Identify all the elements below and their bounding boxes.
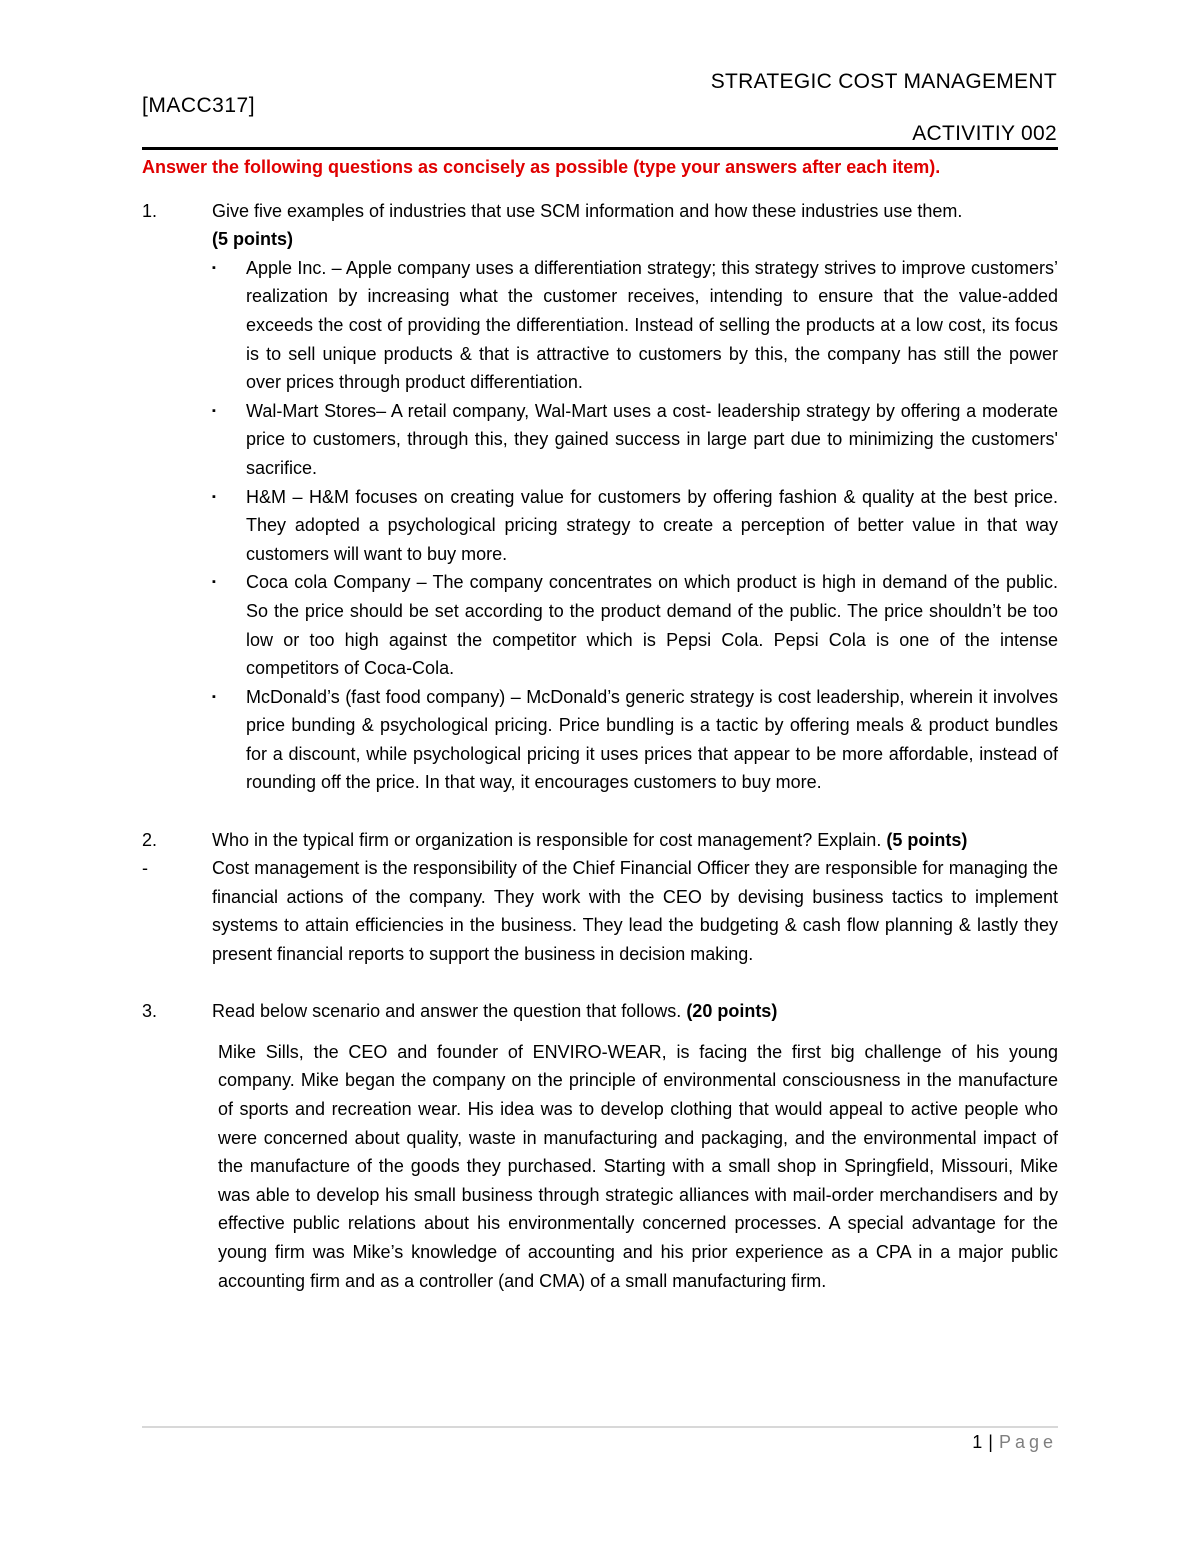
document-title: STRATEGIC COST MANAGEMENT (710, 70, 1057, 93)
footer-separator: | (988, 1432, 993, 1452)
question-text (212, 197, 1058, 254)
bullet-icon: ▪ (212, 576, 216, 589)
page-content (142, 153, 1058, 1295)
instruction-text: Answer the following questions as concisely as possible (type your answers after each item). (142, 157, 941, 177)
question-number: 2. (142, 829, 158, 850)
question-2-answer (142, 854, 1058, 968)
page-footer (972, 1432, 1057, 1453)
list-item (212, 683, 1058, 797)
page-number: 1 (972, 1432, 983, 1452)
answer-text: Cost management is the responsibility of the Chief Financial Officer they are responsible for managing the financial actions of the company. They work with the CEO by devising business tactics to implement systems to attain efficiencies in the business. They lead the budgeting & cash flow planning & lastly they present financial reports to support the business in decision making. (212, 858, 1058, 965)
bullet-icon: ▪ (212, 261, 216, 274)
question-2 (142, 826, 1058, 855)
list-item (212, 483, 1058, 569)
list-item (212, 397, 1058, 483)
question-2-text: Who in the typical firm or organization is responsible for cost management? Explain. (212, 829, 882, 850)
question-3-points: (20 points) (686, 1001, 778, 1022)
bullet-icon: ▪ (212, 404, 216, 417)
question-3-text: Read below scenario and answer the question that follows. (212, 1001, 682, 1022)
question-1-points: (5 points) (212, 229, 293, 250)
answer-hm: H&M – H&M focuses on creating value for customers by offering fashion & quality at the best price. They adopted a psychological pricing strategy to create a perception of better value in that way customers will want to buy more. (246, 486, 1058, 564)
question-number: 1. (142, 200, 158, 221)
scenario-paragraph: Mike Sills, the CEO and founder of ENVIRO-WEAR, is facing the first big challenge of his young company. Mike began the company on the principle of environmental consciousness in the manufacture of sports and recreation wear. His idea was to develop clothing that would appeal to active people who were concerned about quality, waste in manufacturing and packaging, and the environmental impact of the manufacture of the goods they purchased. Starting with a small shop in Springfield, Missouri, Mike was able to develop his small business through strategic alliances with mail-order merchandisers and by effective public relations about his environmentally concerned processes. A special advantage for the young firm was Mike’s knowledge of accounting and his prior experience as a CPA in a major public accounting firm and as a controller (and CMA) of a small manufacturing firm. (218, 1041, 1058, 1291)
page-label: Page (998, 1432, 1057, 1452)
bullet-icon: ▪ (212, 690, 216, 703)
activity-label: ACTIVITIY 002 (912, 122, 1057, 145)
course-code: [MACC317] (142, 94, 256, 117)
bullet-icon: ▪ (212, 490, 216, 503)
question-3 (142, 997, 1058, 1026)
question-1 (142, 197, 1058, 254)
question-1-text: Give five examples of industries that use SCM information and how these industries use them. (212, 200, 963, 221)
answer-mcdonalds: McDonald’s (fast food company) – McDonald’s generic strategy is cost leadership, wherein it involves price bunding & psychological pricing. Price bundling is a tactic by offering meals & product bundles for a discount, while psychological pricing it uses prices that appear to be more affordable, instead of rounding off the price. In that way, it encourages customers to buy more. (246, 686, 1058, 793)
list-item (212, 254, 1058, 397)
answer-apple: Apple Inc. – Apple company uses a differentiation strategy; this strategy strives to improve customers’ realization by increasing what the customer receives, intending to ensure that the value-added exceeds the cost of providing the differentiation. Instead of selling the products at a low cost, its focus is to sell unique products & that is attractive to customers by this, the company has still the power over prices through product differentiation. (246, 257, 1058, 393)
answer-coca-cola: Coca cola Company – The company concentrates on which product is high in demand of the public. So the price should be set according to the product demand of the public. The price shouldn’t be too low or too high against the competitor which is Pepsi Cola. Pepsi Cola is one of the intense competitors of Coca-Cola. (246, 572, 1058, 679)
list-item (212, 568, 1058, 682)
dash-marker: - (142, 858, 148, 879)
question-number: 3. (142, 1001, 158, 1022)
footer-rule (142, 1426, 1058, 1428)
header-rule (142, 147, 1058, 150)
question-2-points: (5 points) (886, 829, 968, 850)
answer-list (142, 254, 1058, 797)
answer-walmart: Wal-Mart Stores– A retail company, Wal-Mart uses a cost- leadership strategy by offering a moderate price to customers, through this, they gained success in large part due to minimizing the customers' sacrifice. (246, 400, 1058, 478)
